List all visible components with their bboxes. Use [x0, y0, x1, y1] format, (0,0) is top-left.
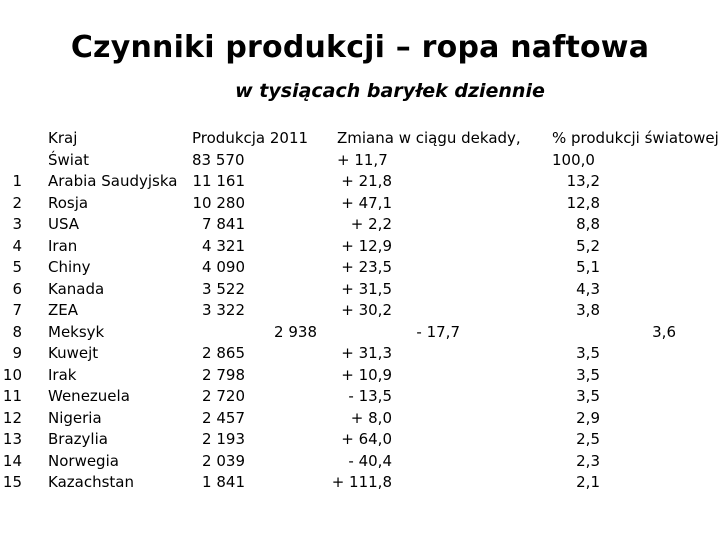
row-share: 2,9 — [576, 408, 600, 427]
row-share: 4,3 — [576, 279, 600, 298]
row-country: Brazylia — [48, 430, 108, 448]
row-change: - 40,4 — [348, 451, 392, 470]
row-change: + 64,0 — [341, 430, 392, 448]
row-share: 3,5 — [576, 344, 600, 362]
row-rank: 11 — [2, 387, 22, 405]
row-share: 12,8 — [566, 193, 600, 212]
row-production: 11 161 — [192, 172, 245, 190]
row-change: + 8,0 — [350, 408, 392, 427]
row-country: Norwegia — [48, 451, 119, 470]
row-country: ZEA — [48, 301, 79, 319]
row-country: Meksyk — [48, 322, 105, 341]
row-share: 2,3 — [576, 451, 600, 470]
row-change: - 17,7 — [416, 322, 460, 341]
row-country: Rosja — [48, 193, 89, 212]
row-production: 3 322 — [202, 301, 245, 319]
page-subtitle: w tysiącach baryłek dziennie — [235, 80, 545, 102]
row-country: Kazachstan — [48, 473, 134, 491]
row-production: 2 039 — [202, 451, 245, 470]
row-share: 2,5 — [576, 430, 600, 448]
row-production: 4 090 — [202, 258, 245, 276]
row-production: 10 280 — [192, 193, 245, 212]
row-rank: 1 — [12, 172, 22, 190]
row-production: 2 798 — [202, 365, 245, 384]
world-change: + 11,7 — [337, 151, 388, 169]
row-share: 5,2 — [576, 236, 600, 255]
row-share: 3,5 — [576, 365, 600, 384]
row-change: - 13,5 — [348, 387, 392, 405]
row-change: + 2,2 — [350, 215, 392, 233]
row-country: Kanada — [48, 279, 105, 298]
row-change: + 111,8 — [331, 473, 392, 491]
row-change: + 21,8 — [341, 172, 392, 190]
page-title: Czynniki produkcji – ropa naftowa — [70, 30, 650, 65]
row-country: Arabia Saudyjska — [48, 172, 178, 190]
header-change: Zmiana w ciągu dekady, — [337, 129, 521, 147]
row-production: 2 938 — [274, 322, 317, 341]
row-production: 2 720 — [202, 387, 245, 405]
row-change: + 47,1 — [341, 193, 392, 212]
row-production: 2 865 — [202, 344, 245, 362]
world-production: 83 570 — [192, 151, 245, 169]
world-label: Świat — [48, 151, 90, 169]
world-share: 100,0 — [552, 151, 595, 169]
row-production: 7 841 — [202, 215, 245, 233]
row-rank: 12 — [2, 408, 22, 427]
row-production: 2 193 — [202, 430, 245, 448]
row-rank: 9 — [12, 344, 22, 362]
row-rank: 10 — [2, 365, 22, 384]
row-change: + 31,3 — [341, 344, 392, 362]
row-rank: 6 — [12, 279, 22, 298]
row-country: Nigeria — [48, 408, 102, 427]
header-production: Produkcja 2011 — [192, 129, 309, 147]
header-country: Kraj — [48, 129, 78, 147]
row-country: USA — [48, 215, 80, 233]
row-rank: 3 — [12, 215, 22, 233]
row-production: 1 841 — [202, 473, 245, 491]
row-change: + 23,5 — [341, 258, 392, 276]
row-share: 5,1 — [576, 258, 600, 276]
row-country: Iran — [48, 236, 78, 255]
row-share: 2,1 — [576, 473, 600, 491]
row-rank: 14 — [2, 451, 22, 470]
row-rank: 13 — [2, 430, 22, 448]
row-production: 3 522 — [202, 279, 245, 298]
row-country: Kuwejt — [48, 344, 99, 362]
row-country: Chiny — [48, 258, 91, 276]
row-rank: 5 — [12, 258, 22, 276]
row-country: Wenezuela — [48, 387, 130, 405]
row-change: + 31,5 — [341, 279, 392, 298]
row-country: Irak — [48, 365, 77, 384]
row-change: + 12,9 — [341, 236, 392, 255]
row-change: + 10,9 — [341, 365, 392, 384]
row-share: 8,8 — [576, 215, 600, 233]
row-share: 3,6 — [652, 322, 676, 341]
row-change: + 30,2 — [341, 301, 392, 319]
row-share: 3,5 — [576, 387, 600, 405]
row-rank: 7 — [12, 301, 22, 319]
row-share: 3,8 — [576, 301, 600, 319]
row-share: 13,2 — [566, 172, 600, 190]
row-rank: 2 — [12, 193, 22, 212]
row-rank: 4 — [12, 236, 22, 255]
row-rank: 15 — [2, 473, 22, 491]
row-rank: 8 — [12, 322, 22, 341]
row-production: 2 457 — [202, 408, 245, 427]
header-share: % produkcji światowej — [552, 129, 719, 147]
row-production: 4 321 — [202, 236, 245, 255]
